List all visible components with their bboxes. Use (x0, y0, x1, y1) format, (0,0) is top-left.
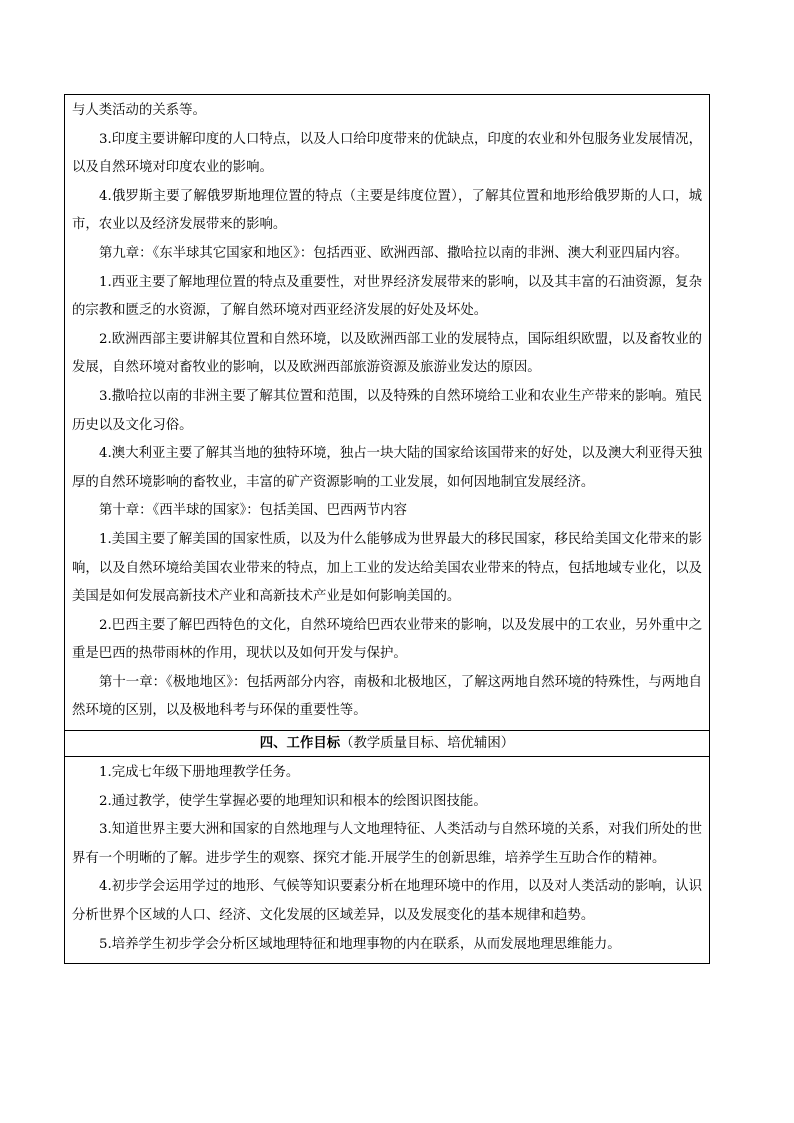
chapter-heading: 第十章：《西半球的国家》：包括美国、巴西两节内容 (99, 503, 407, 519)
section-four-header (65, 730, 709, 756)
goal-item: 4.初步学会运用学过的地形、气候等知识要素分析在地理环境中的作用，以及对人类活动的影响，认识分析世界个区域的人口、经济、文化发展的区域差异，以及发展变化的基本规律和趋势。 (72, 879, 702, 924)
section-title: 四、工作目标 (259, 735, 341, 752)
goal-item: 3.知道世界主要大洲和国家的自然地理与人文地理特征、人类活动与自然环境的关系，对我们所处的世界有一个明晰的了解。进步学生的观察、探究才能.开展学生的创新思维，培养学生互助合作的精神。 (72, 822, 702, 866)
paragraph: 4.俄罗斯主要了解俄罗斯地理位置的特点（主要是纬度位置），了解其位置和地形给俄罗斯的人口，城市，农业以及经济发展带来的影响。 (72, 188, 702, 233)
paragraph: 2.巴西主要了解巴西特色的文化，自然环境给巴西农业带来的影响，以及发展中的工农业，另外重中之重是巴西的热带雨林的作用，现状以及如何开发与保护。 (72, 617, 702, 662)
paragraph: 2.欧洲西部主要讲解其位置和自然环境，以及欧洲西部工业的发展特点，国际组织欧盟，以及畜牧业的发展，自然环境对畜牧业的影响，以及欧洲西部旅游资源及旅游业发达的原因。 (72, 331, 702, 376)
section-subtitle: （教学质量目标、培优辅困） (340, 736, 515, 752)
paragraph: 4.澳大利亚主要了解其当地的独特环境，独占一块大陆的国家给该国带来的好处，以及澳大利亚得天独厚的自然环境影响的畜牧业，丰富的矿产资源影响的工业发展，如何因地制宜发展经济。 (72, 446, 702, 490)
chapter-heading: 第九章：《东半球其它国家和地区》：包括西亚、欧洲西部、撒哈拉以南的非洲、澳大利亚四届内容。 (99, 245, 689, 261)
paragraph: 1.美国主要了解美国的国家性质，以及为什么能够成为世界最大的移民国家，移民给美国文化带来的影响，以及自然环境给美国农业带来的特点，加上工业的发达给美国农业带来的特点，包括地域专业化，以及美国是如何发展高新技术产业和高新技术产业是如何影响美国的。 (72, 531, 702, 605)
goal-item: 5.培养学生初步学会分析区域地理特征和地理事物的内在联系，从而发展地理思维能力。 (99, 936, 621, 952)
curriculum-content-cell (65, 95, 709, 730)
goals-cell (65, 756, 709, 963)
content-table (64, 94, 710, 964)
paragraph: 3.印度主要讲解印度的人口特点，以及人口给印度带来的优缺点，印度的农业和外包服务业发展情况，以及自然环境对印度农业的影响。 (72, 131, 702, 176)
paragraph: 与人类活动的关系等。 (72, 103, 206, 118)
goal-item: 2.通过教学，使学生掌握必要的地理知识和根本的绘图识图技能。 (99, 793, 487, 809)
goal-item: 1.完成七年级下册地理教学任务。 (99, 765, 300, 781)
paragraph: 1.西亚主要了解地理位置的特点及重要性，对世界经济发展带来的影响，以及其丰富的石油资源，复杂的宗教和匮乏的水资源，了解自然环境对西亚经济发展的好处及坏处。 (72, 274, 702, 319)
chapter-heading: 第十一章：《极地地区》：包括两部分内容，南极和北极地区，了解这两地自然环境的特殊性，与两地自然环境的区别，以及极地科考与环保的重要性等。 (72, 674, 702, 719)
paragraph: 3.撒哈拉以南的非洲主要了解其位置和范围，以及特殊的自然环境给工业和农业生产带来的影响。殖民历史以及文化习俗。 (72, 388, 702, 433)
